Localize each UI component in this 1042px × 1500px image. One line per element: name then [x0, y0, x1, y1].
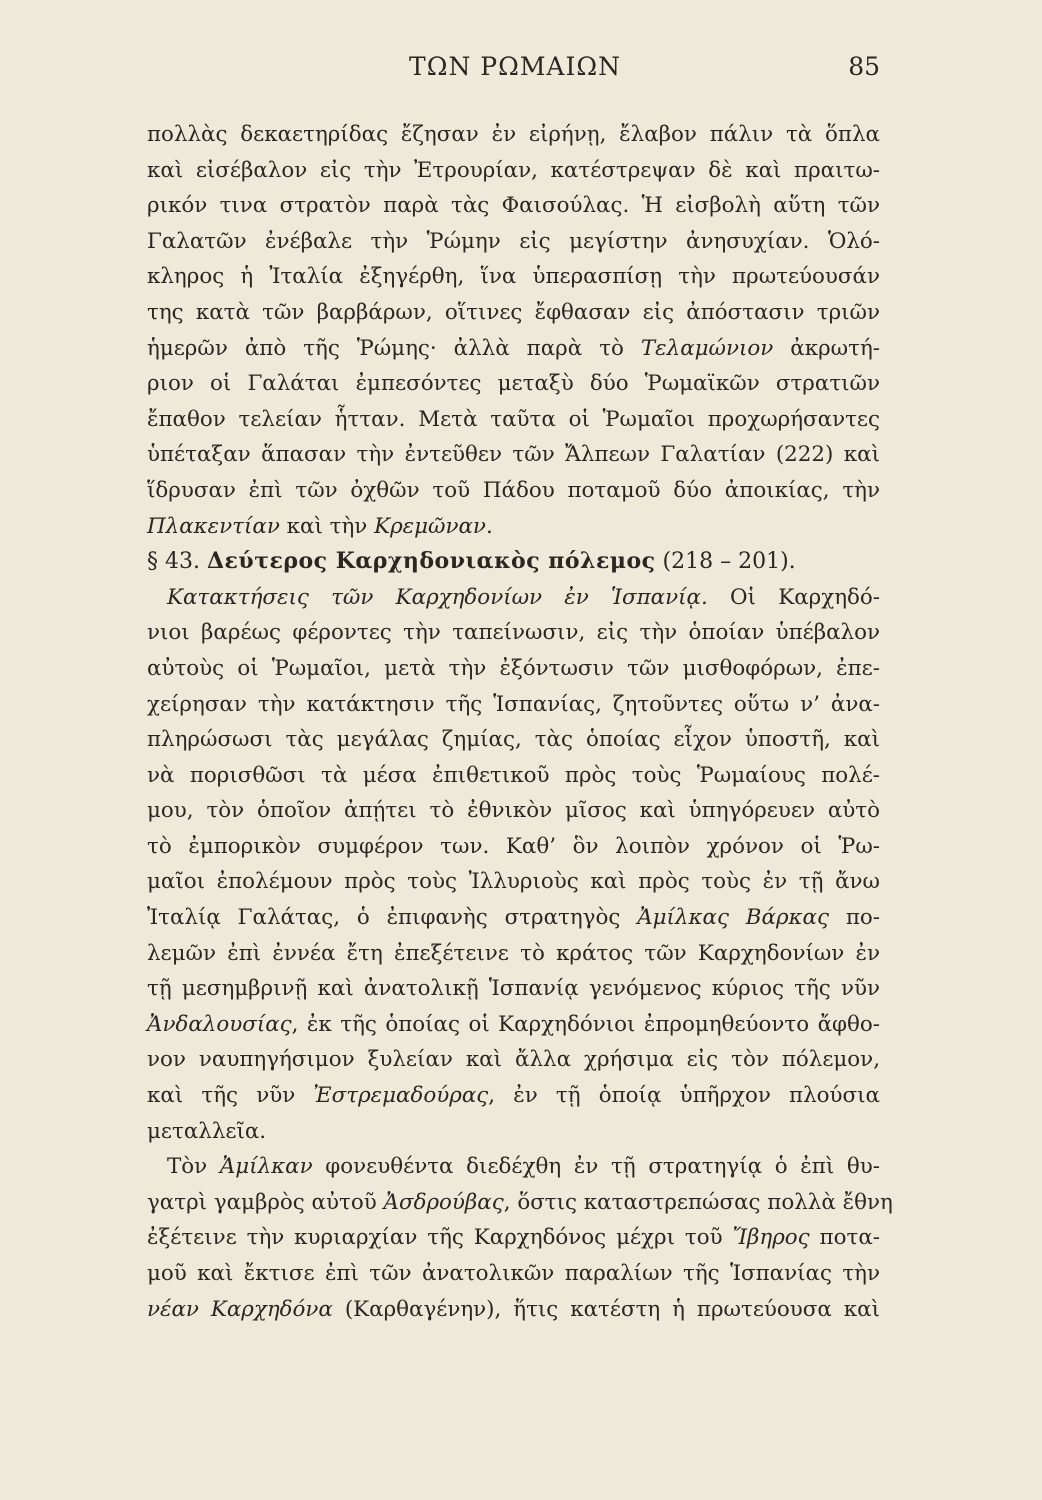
- text-line: ἔπαθον τελείαν ἧτταν. Μετὰ ταῦτα οἱ Ῥωμαῖοι προχωρήσαντες: [147, 406, 880, 432]
- text-line: [147, 1185, 893, 1221]
- text-run: , ἐν τῇ ὁποίᾳ ὑπῆρχον πλούσια: [488, 1083, 880, 1109]
- text-line: μεταλλεῖα.: [147, 1118, 267, 1144]
- text-line: [147, 580, 880, 616]
- running-title: ΤΩΝ ΡΩΜΑΙΩΝ: [409, 52, 621, 81]
- text-line: [147, 1007, 880, 1043]
- text-line: ἵδρυσαν ἐπὶ τῶν ὀχθῶν τοῦ Πάδου ποταμοῦ δύο ἀποικίας, τὴν: [147, 477, 880, 503]
- text-line: [147, 509, 880, 545]
- text-line: πολλὰς δεκαετηρίδας ἔζησαν ἐν εἰρήνῃ, ἔλαβον πάλιν τὰ ὅπλα: [147, 122, 880, 147]
- place-name: Ἴβηρος: [732, 1225, 810, 1251]
- text-run: .: [485, 513, 493, 539]
- place-name: Τελαμώνιον: [640, 335, 774, 361]
- person-name: Ἀμίλκαν: [219, 1154, 313, 1180]
- section-title: Δεύτερος Καρχηδονιακὸς πόλεμος: [206, 548, 656, 575]
- text-line: ρικόν τινα στρατὸν παρὰ τὰς Φαισούλας. Ἡ εἰσβολὴ αὕτη τῶν: [147, 193, 880, 219]
- text-run: γατρὶ γαμβρὸς αὐτοῦ: [147, 1189, 384, 1215]
- text-line: λεμῶν ἐπὶ ἐννέα ἔτη ἐπεξέτεινε τὸ κράτος τῶν Καρχηδονίων ἐν: [147, 940, 880, 966]
- place-name: νέαν Καρχηδόνα: [147, 1296, 333, 1322]
- text-line: [147, 331, 880, 367]
- section-heading: [147, 544, 880, 580]
- text-run: Οἱ Καρχηδό-: [707, 584, 880, 610]
- person-name: Ἀσδρούβας: [383, 1189, 504, 1215]
- text-line: [147, 1220, 880, 1256]
- text-line: τὸ ἐμπορικὸν συμφέρον των. Καθ’ ὃν λοιπὸν χρόνον οἱ Ῥω-: [147, 833, 880, 859]
- section-dates: (218 – 201).: [655, 549, 796, 575]
- text-run: , ὅστις καταστρεπώσας πολλὰ ἔθνη: [503, 1189, 893, 1215]
- text-run: πο-: [828, 905, 880, 931]
- text-line: Γαλατῶν ἐνέβαλε τὴν Ῥώμην εἰς μεγίστην ἀνησυχίαν. Ὁλό-: [147, 228, 880, 254]
- text-line: της κατὰ τῶν βαρβάρων, οἵτινες ἔφθασαν εἰς ἀπόστασιν τριῶν: [147, 299, 880, 325]
- page-header: [150, 52, 880, 92]
- text-run: καὶ τὴν: [279, 513, 375, 539]
- text-line: [147, 900, 880, 936]
- text-run: ἡμερῶν ἀπὸ τῆς Ῥώμης· ἀλλὰ παρὰ τὸ: [147, 335, 641, 361]
- person-name: Ἀμίλκας Βάρκας: [637, 905, 829, 931]
- text-run: Τὸν: [167, 1154, 220, 1180]
- text-line: αὐτοὺς οἱ Ῥωμαῖοι, μετὰ τὴν ἐξόντωσιν τῶν μισθοφόρων, ἐπε-: [147, 655, 880, 681]
- text-run: Ἰταλίᾳ Γαλάτας, ὁ ἐπιφανὴς στρατηγὸς: [147, 905, 638, 931]
- text-run: ἀκρωτή-: [773, 335, 880, 361]
- place-name: Ἀνδαλουσίας: [147, 1011, 292, 1037]
- body-text: [147, 117, 893, 1327]
- text-run: ἐξέτεινε τὴν κυριαρχίαν τῆς Καρχηδόνος μέχρι τοῦ: [147, 1225, 733, 1251]
- text-line: χείρησαν τὴν κατάκτησιν τῆς Ἱσπανίας, ζητοῦντες οὕτω ν’ ἀνα-: [147, 691, 880, 717]
- section-number: § 43.: [147, 549, 207, 575]
- text-line: νὰ πορισθῶσι τὰ μέσα ἐπιθετικοῦ πρὸς τοὺς Ῥωμαίους πολέ-: [147, 762, 880, 788]
- text-run: (Καρθαγένην), ἥτις κατέστη ἡ πρωτεύουσα καὶ: [332, 1296, 880, 1322]
- text-run: , ἐκ τῆς ὁποίας οἱ Καρχηδόνιοι ἐπρομηθεύοντο ἄφθο-: [291, 1011, 880, 1037]
- text-line: κληρος ἡ Ἰταλία ἐξηγέρθη, ἵνα ὑπερασπίσῃ τὴν πρωτεύουσάν: [147, 264, 880, 290]
- text-run: φονευθέντα διεδέχθη ἐν τῇ στρατηγίᾳ ὁ ἐπὶ θυ-: [312, 1154, 881, 1180]
- text-line: τῇ μεσημβρινῇ καὶ ἀνατολικῇ Ἱσπανίᾳ γενόμενος κύριος τῆς νῦν: [147, 976, 880, 1002]
- text-line: νιοι βαρέως φέροντες τὴν ταπείνωσιν, εἰς τὴν ὁποίαν ὑπέβαλον: [147, 620, 880, 646]
- text-line: μαῖοι ἐπολέμουν πρὸς τοὺς Ἰλλυριοὺς καὶ πρὸς τοὺς ἐν τῇ ἄνω: [147, 869, 880, 895]
- text-line: [147, 1078, 880, 1114]
- text-line: ριον οἱ Γαλάται ἐμπεσόντες μεταξὺ δύο Ῥωμαϊκῶν στρατιῶν: [147, 371, 880, 397]
- text-line: καὶ εἰσέβαλον εἰς τὴν Ἐτρουρίαν, κατέστρεψαν δὲ καὶ πραιτω-: [147, 157, 880, 183]
- text-line: μου, τὸν ὁποῖον ἀπῄτει τὸ ἐθνικὸν μῖσος καὶ ὑπηγόρευεν αὐτὸ: [147, 798, 880, 824]
- text-line: νον ναυπηγήσιμον ξυλείαν καὶ ἄλλα χρήσιμα εἰς τὸν πόλεμον,: [147, 1047, 880, 1073]
- page-number: 85: [848, 52, 880, 81]
- subsection-title: Κατακτήσεις τῶν Καρχηδονίων ἐν Ἱσπανίᾳ.: [167, 584, 708, 610]
- text-line: [147, 1149, 880, 1185]
- place-name: Πλακεντίαν: [147, 513, 280, 539]
- text-line: ὑπέταξαν ἅπασαν τὴν ἐντεῦθεν τῶν Ἄλπεων Γαλατίαν (222) καὶ: [147, 442, 880, 468]
- place-name: Ἐστρεμαδούρας: [313, 1083, 489, 1109]
- text-run: ποτα-: [809, 1225, 881, 1251]
- text-run: καὶ τῆς νῦν: [147, 1083, 314, 1109]
- text-line: πληρώσωσι τὰς μεγάλας ζημίας, τὰς ὁποίας εἶχον ὑποστῆ, καὶ: [147, 727, 880, 753]
- text-line: μοῦ καὶ ἔκτισε ἐπὶ τῶν ἀνατολικῶν παραλίων τῆς Ἱσπανίας τὴν: [147, 1261, 880, 1286]
- place-name: Κρεμῶναν: [374, 513, 486, 539]
- text-line: [147, 1292, 880, 1328]
